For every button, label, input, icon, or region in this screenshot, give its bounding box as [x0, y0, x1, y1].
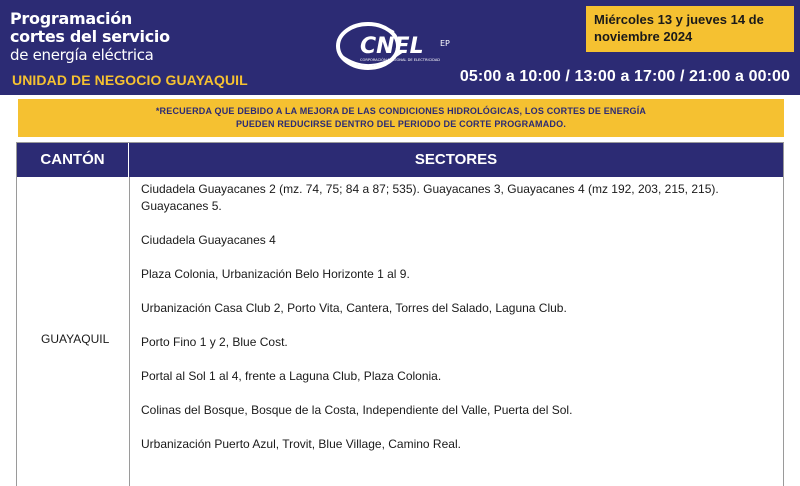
- sector-item: Porto Fino 1 y 2, Blue Cost.: [141, 335, 288, 349]
- date-badge: [586, 6, 794, 52]
- cnel-logo: [330, 16, 490, 76]
- sector-item: Ciudadela Guayacanes 4: [141, 233, 276, 247]
- title-line-3: de energía eléctrica: [10, 46, 154, 64]
- sector-item: Urbanización Puerto Azul, Trovit, Blue Village, Camino Real.: [141, 437, 461, 451]
- title-line-1: Programación: [10, 9, 132, 28]
- notice-line-2: PUEDEN REDUCIRSE DENTRO DEL PERIODO DE CORTE PROGRAMADO.: [235, 119, 567, 129]
- canton-cell: [17, 177, 129, 486]
- logo-wordmark: CNEL: [360, 34, 424, 59]
- notice-line-1: *RECUERDA QUE DEBIDO A LA MEJORA DE LAS CONDICIONES HIDROLÓGICAS, LOS CORTES DE ENERGÍA: [155, 106, 647, 116]
- column-header-canton: CANTÓN: [17, 143, 129, 177]
- sector-item: Portal al Sol 1 al 4, frente a Laguna Club, Plaza Colonia.: [141, 369, 442, 383]
- notice-banner: [18, 99, 784, 137]
- header-banner: [0, 0, 800, 95]
- title-line-2: cortes del servicio: [10, 27, 170, 46]
- sector-item: Plaza Colonia, Urbanización Belo Horizonte 1 al 9.: [141, 267, 410, 281]
- sector-item: Colinas del Bosque, Bosque de la Costa, Independiente del Valle, Puerta del Sol.: [141, 403, 573, 417]
- logo-suffix: EP: [440, 39, 450, 48]
- column-divider: [129, 177, 130, 486]
- date-line-1: Miércoles 13 y jueves 14 de: [594, 12, 764, 27]
- business-unit-label: UNIDAD DE NEGOCIO GUAYAQUIL: [12, 72, 248, 88]
- table-header: [17, 143, 783, 177]
- sector-item: Ciudadela Guayacanes 2 (mz. 74, 75; 84 a 87; 535). Guayacanes 3, Guayacanes 4 (mz 192, 203, 215, 215). Guayacanes 5.: [141, 182, 719, 213]
- canton-name: GUAYAQUIL: [41, 332, 110, 346]
- column-header-sectores: SECTORES: [414, 151, 498, 168]
- schedule-table: [16, 142, 784, 486]
- sectors-cell: [141, 181, 777, 470]
- outage-hours: 05:00 a 10:00 / 13:00 a 17:00 / 21:00 a 00:00: [459, 68, 790, 85]
- page-title: [10, 10, 170, 64]
- logo-tagline: CORPORACIÓN NACIONAL DE ELECTRICIDAD: [360, 58, 441, 62]
- date-line-2: noviembre 2024: [594, 29, 693, 44]
- sector-item: Urbanización Casa Club 2, Porto Vita, Cantera, Torres del Salado, Laguna Club.: [141, 301, 567, 315]
